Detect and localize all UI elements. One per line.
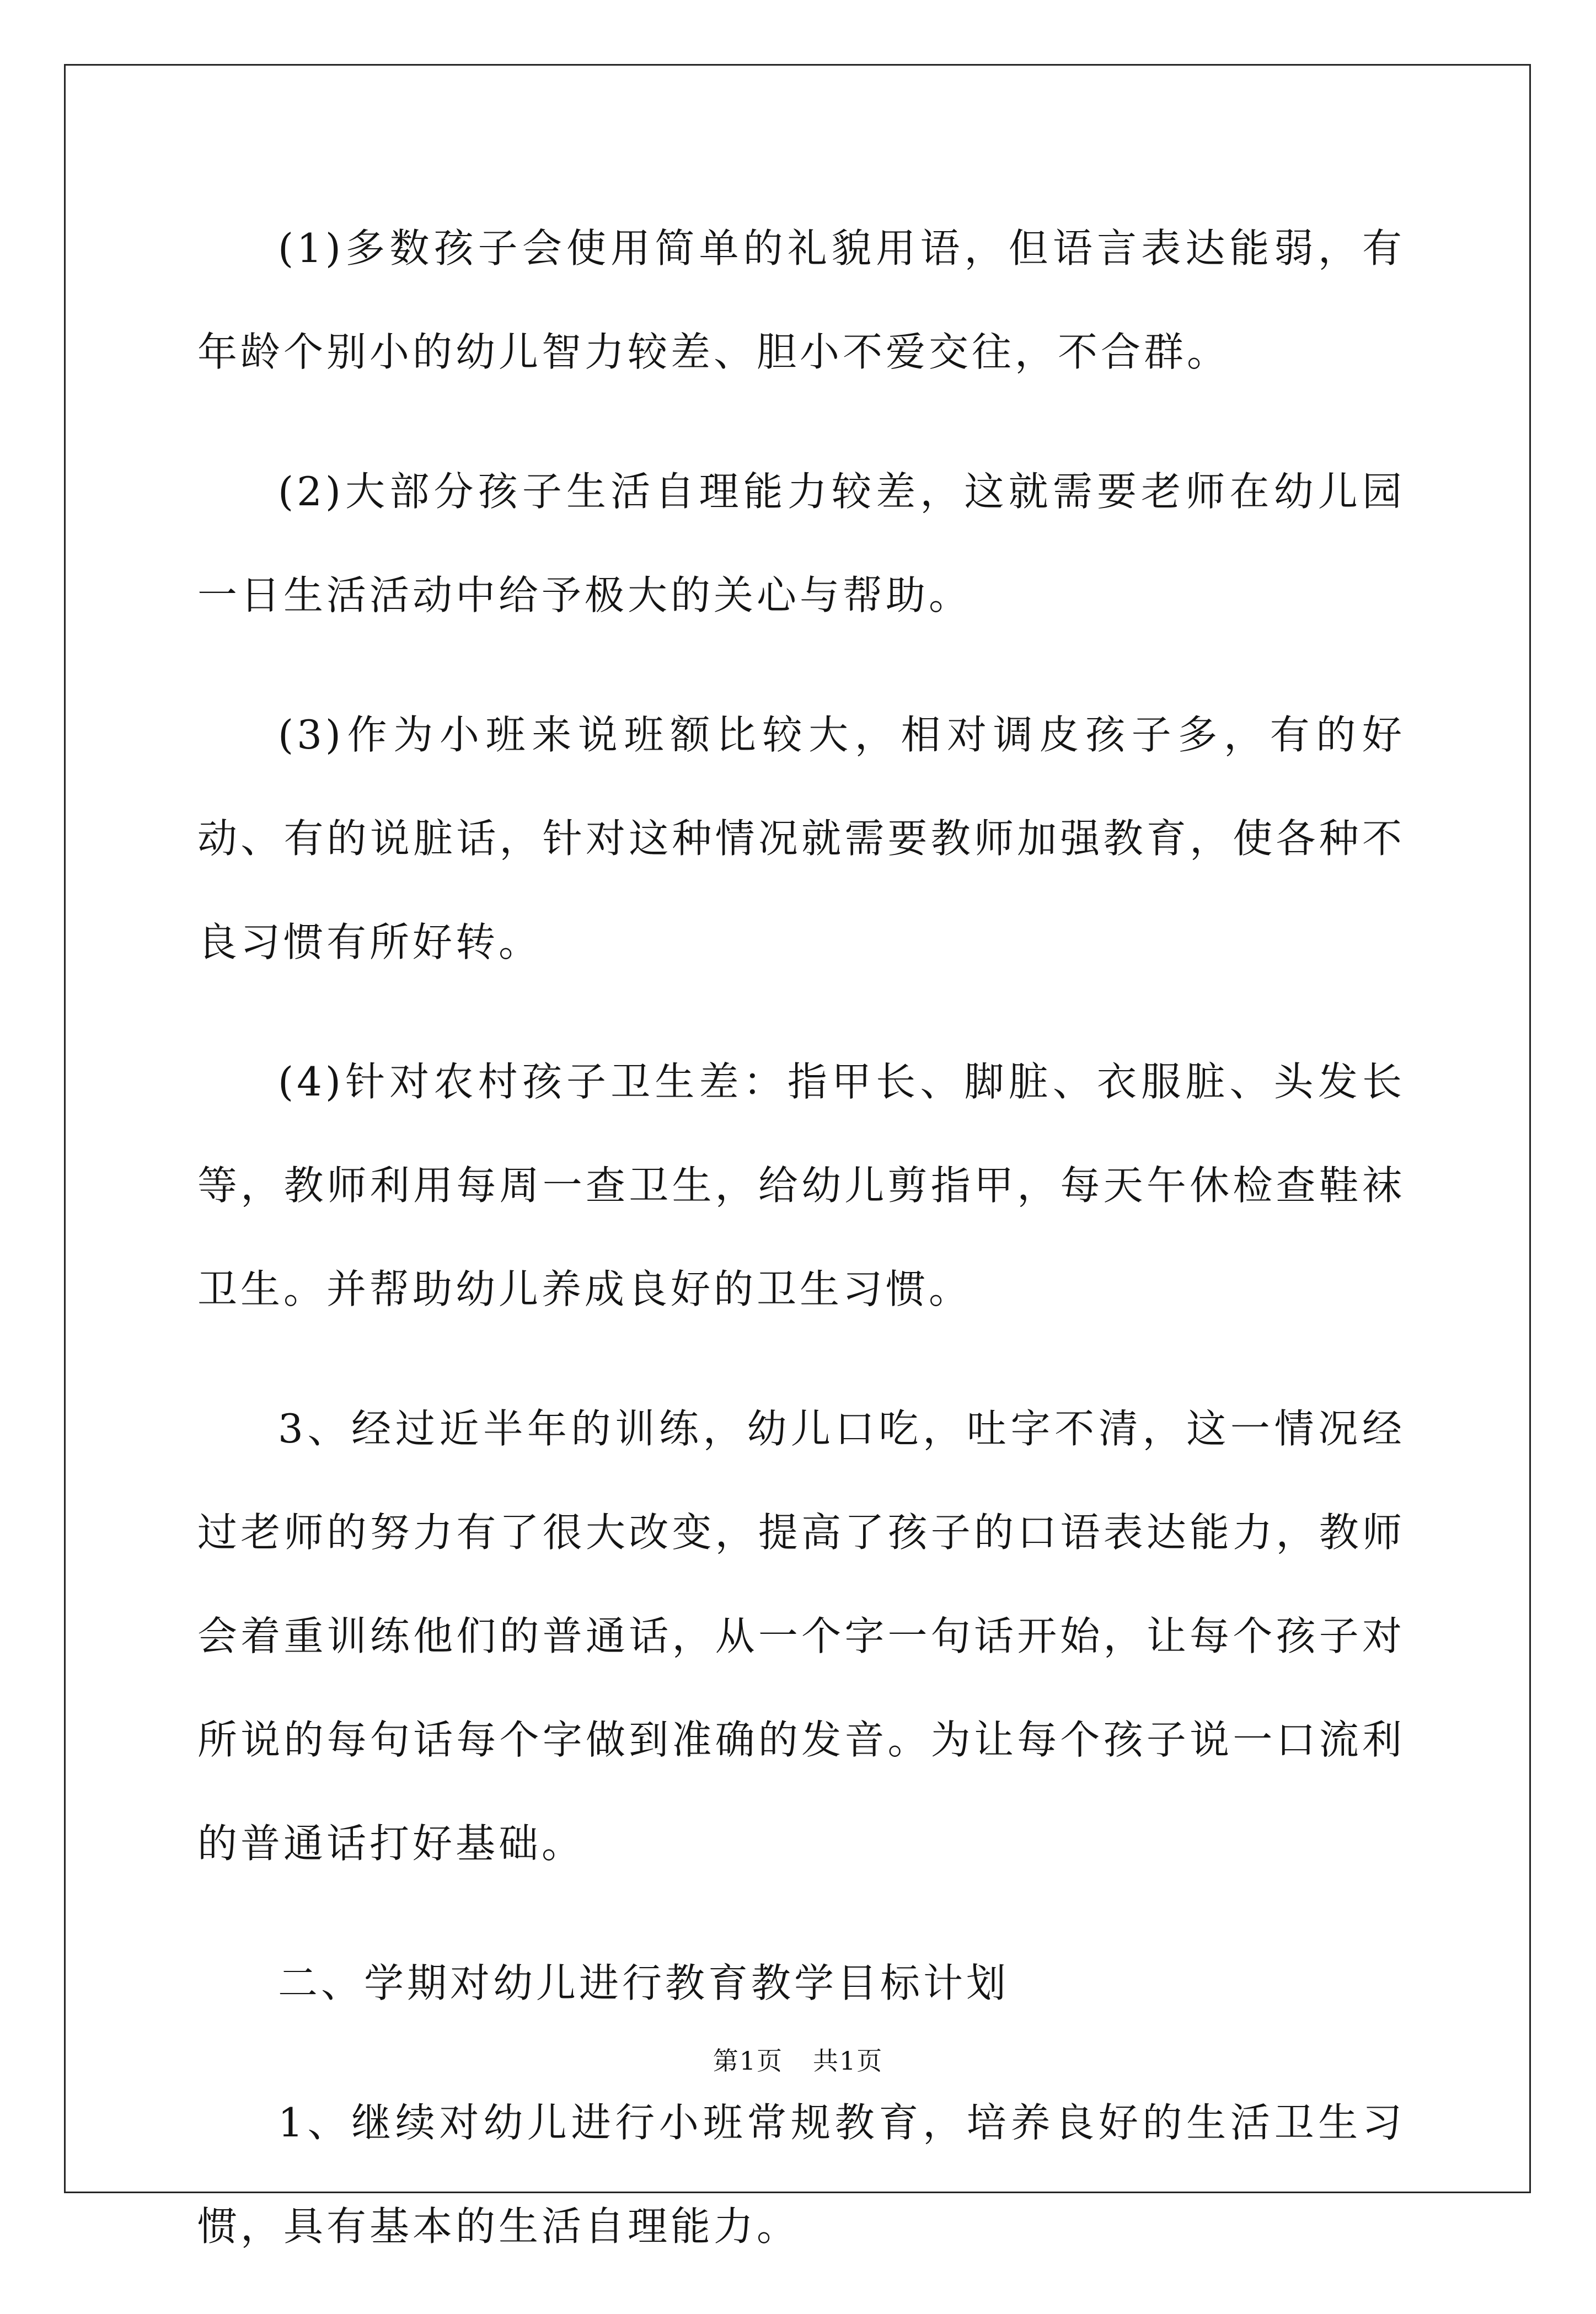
paragraph-4: (4)针对农村孩子卫生差：指甲长、脚脏、衣服脏、头发长等，教师利用每周一查卫生，给幼儿剪指甲，每天午休检查鞋袜卫生。并帮助幼儿养成良好的卫生习惯。 <box>197 1059 1405 1312</box>
page-total: 共1页 <box>813 2046 883 2076</box>
paragraph-1: (1)多数孩子会使用简单的礼貌用语，但语言表达能弱，有年龄个别小的幼儿智力较差、胆小不爱交往，不合群。 <box>197 225 1405 375</box>
page-number: 第1页 <box>713 2046 783 2076</box>
section-heading: 二、学期对幼儿进行教育教学目标计划 <box>278 1960 1010 2006</box>
paragraph-2: (2)大部分孩子生活自理能力较差，这就需要老师在幼儿园一日生活活动中给予极大的关心与帮助。 <box>197 468 1405 618</box>
paragraph-3: (3)作为小班来说班额比较大，相对调皮孩子多，有的好动、有的说脏话，针对这种情况就需要教师加强教育，使各种不良习惯有所好转。 <box>197 712 1405 965</box>
paragraph-5: 3、经过近半年的训练，幼儿口吃，吐字不清，这一情况经过老师的努力有了很大改变，提高了孩子的口语表达能力，教师会着重训练他们的普通话，从一个字一句话开始，让每个孩子对所说的每句话每个字做到准确的发音。为让每个孩子说一口流利的普通话打好基础。 <box>197 1405 1405 1867</box>
page-footer <box>0 2044 1596 2077</box>
document-body <box>197 196 1405 2314</box>
paragraph-6: 1、继续对幼儿进行小班常规教育，培养良好的生活卫生习惯，具有基本的生活自理能力。 <box>197 2099 1405 2249</box>
